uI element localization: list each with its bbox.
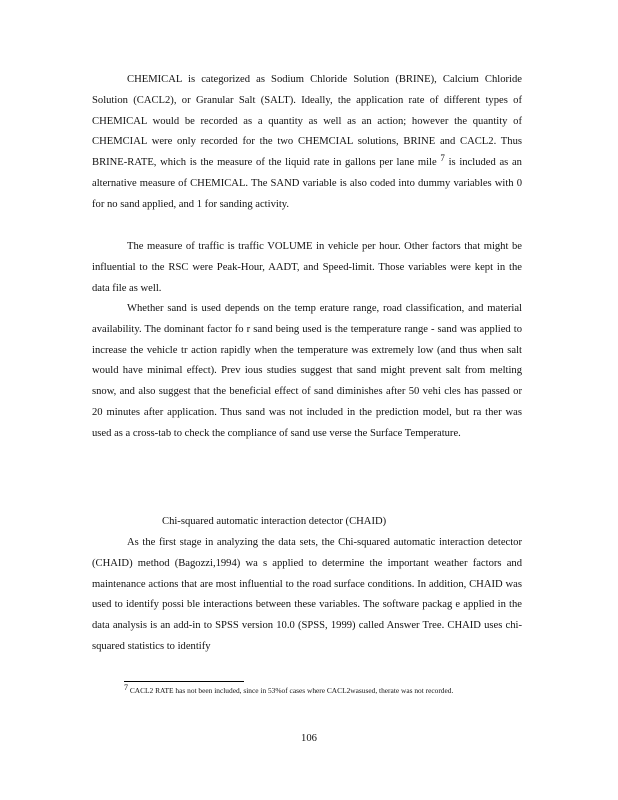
- paragraph-traffic-text: The measure of traffic is traffic VOLUME in vehicle per hour. Other factors that might be influential to the RSC were Peak-Hour, AADT, and Speed-limit. Those variables were kept in the data file as well.: [92, 241, 522, 294]
- footnote: [92, 684, 512, 698]
- paragraph-chemical-text-b: is included as an alternative measure of CHEMICAL. The SAND variable is also coded into dummy variables with 0 for no sand applied, and 1 for sanding activity.: [92, 157, 522, 210]
- page-number: 106: [301, 733, 317, 744]
- paragraph-chemical: [92, 70, 522, 216]
- paragraph-sand: [92, 299, 522, 445]
- footnote-marker: 7: [124, 683, 128, 692]
- paragraph-chaid-text: As the first stage in analyzing the data sets, the Chi-squared automatic interaction detector (CHAID) method (Bagozzi,1994) wa s applied to determine the important weather factors and maintenance actions that are most influential to the road surface conditions. In addition, CHAID was used to identify possi ble interactions between these variables. The software packag e applied in the data analysis is an add-in to SPSS version 10.0 (SPSS, 1999) called Answer Tree. CHAID uses chi-squared statistics to identify: [92, 537, 522, 652]
- footnote-divider: [124, 681, 244, 682]
- section-heading-chaid: Chi-squared automatic interaction detector (CHAID): [162, 516, 387, 527]
- paragraph-chemical-text-a: CHEMICAL is categorized as Sodium Chloride Solution (BRINE), Calcium Chloride Solution (CACL2), or Granular Salt (SALT). Ideally, the application rate of different types of CHEMICAL would be recorded as a quantity as well as an action; however the quantity of CHEMCIAL were only recorded for the two CHEMCIAL solutions, BRINE and CACL2. Thus BRINE-RATE, which is the measure of the liquid rate in gallons per lane mile: [92, 74, 522, 169]
- footnote-text: CACL2 RATE has not been included, since in 53%of cases where CACL2wasused, therate was not recorded.: [128, 686, 454, 695]
- paragraph-traffic: [92, 237, 522, 299]
- paragraph-chaid: [92, 533, 522, 658]
- paragraph-sand-text: Whether sand is used depends on the temp erature range, road classification, and material availability. The dominant factor fo r sand being used is the temperature range - sand was applied to increase the vehicle tr action rapidly when the temperature was extremely low (and thus when salt would have minimal effect). Prev ious studies suggest that sand might prevent salt from melting snow, and also suggest that the beneficial effect of sand diminishes after 50 vehi cles has passed or 20 minutes after application. Thus sand was not included in the prediction model, but ra ther was used as a cross-tab to check the compliance of sand use verse the Surface Temperature.: [92, 303, 522, 439]
- footnote-ref-7: 7: [440, 153, 445, 164]
